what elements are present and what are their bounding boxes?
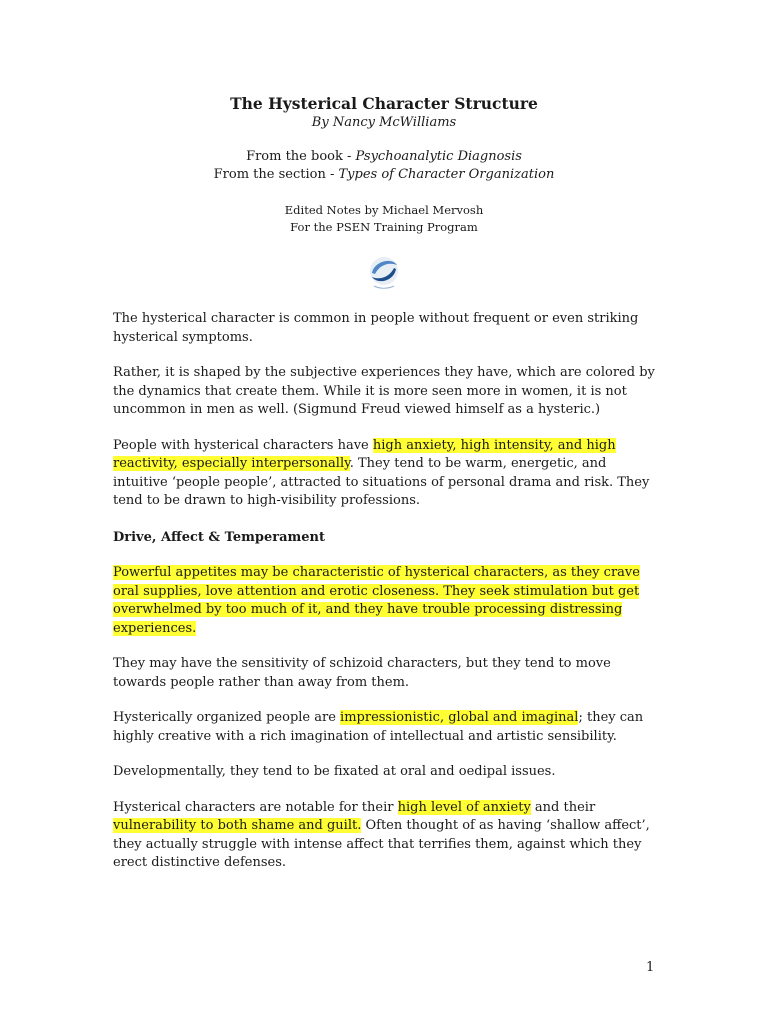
text-run: and their [530,799,596,815]
text-run: Hysterical characters are notable for their [113,799,398,815]
document-body [113,310,658,890]
text-run: Hysterically organized people are [113,710,341,725]
highlighted-text: Powerful appetites may be characteristic of hysterical characters, as they crave oral supplies, love attention and erotic closeness. They seek stimulation but get overwhelmed by too much of it, and they have trouble processing distressing experiences. [113,565,640,636]
text-run: People with hysterical characters have [113,437,373,453]
program-credit: For the PSEN Training Program [290,220,478,234]
highlighted-text: impressionistic, global and imaginal [340,710,579,725]
source-section-title: Types of Character Organization [338,167,555,182]
paragraph-appetites [113,564,658,638]
highlighted-text: high level of anxiety [397,799,531,815]
source-section-prefix: From the section - [213,167,339,182]
psen-swirl-logo-icon [368,255,400,291]
paragraph-traits [113,437,658,511]
section-heading: Drive, Affect & Temperament [113,529,325,545]
document-header [0,94,768,236]
highlighted-text: vulnerability to both shame and guilt. [113,818,362,833]
paragraph-intro: The hysterical character is common in people without frequent or even striking hysterical symptoms. [113,311,639,345]
page-number: 1 [646,960,655,975]
paragraph-developmental: Developmentally, they tend to be fixated at oral and oedipal issues. [113,764,556,779]
paragraph-imaginal [113,709,658,746]
source-book [0,148,768,166]
text-run: ; they can highly creative with a rich imagination of intellectual and artistic sensibility. [113,710,644,744]
document-title: The Hysterical Character Structure [230,94,538,113]
paragraph-shaped: Rather, it is shaped by the subjective experiences they have, which are colored by the dynamics that create them. While it is more seen more in women, it is not uncommon in men as well. (Sigmund Freud viewed himself as a hysteric.) [113,365,655,417]
source-book-prefix: From the book - [246,149,356,164]
paragraph-anxiety [113,799,658,873]
document-author: By Nancy McWilliams [311,115,457,130]
editor-credit: Edited Notes by Michael Mervosh [284,203,484,217]
text-run: Often thought of as having ‘shallow affect’, they actually struggle with intense affect that terrifies them, against which they erect distinctive defenses. [113,818,650,870]
highlighted-text: high anxiety, high intensity, and high reactivity, especially interpersonally [113,437,616,471]
source-section [0,166,768,184]
text-run: . They tend to be warm, energetic, and intuitive ‘people people’, attracted to situations of personal drama and risk. They tend to be drawn to high-visibility professions. [113,456,650,508]
source-book-title: Psychoanalytic Diagnosis [355,149,522,164]
paragraph-sensitivity: They may have the sensitivity of schizoid characters, but they tend to move towards people rather than away from them. [113,656,611,690]
